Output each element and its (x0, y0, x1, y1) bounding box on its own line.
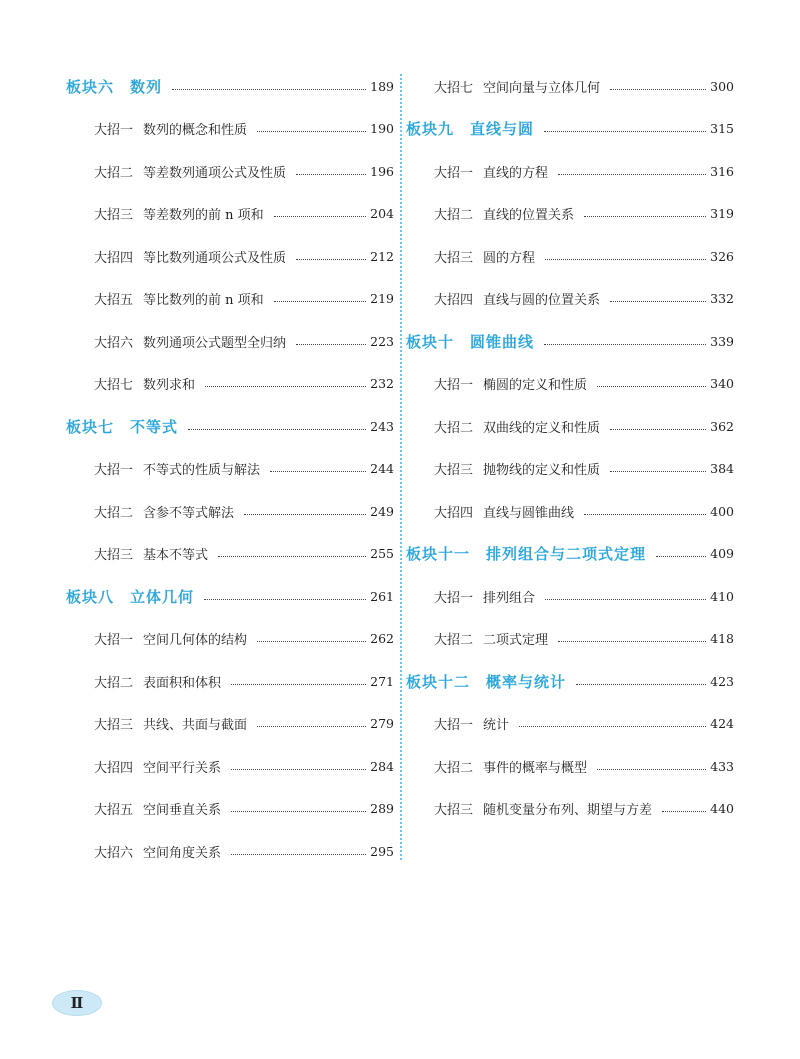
entry-page-number: 409 (710, 546, 734, 561)
entry-page-number: 212 (370, 248, 394, 264)
toc-chapter-entry[interactable] (66, 543, 394, 565)
toc-section-entry[interactable] (406, 118, 734, 140)
dot-leader (544, 344, 706, 345)
toc-chapter-entry[interactable] (66, 118, 394, 140)
entry-label: 大招二 (94, 505, 134, 521)
dot-leader (558, 641, 706, 642)
entry-page-number: 440 (710, 801, 734, 816)
entry-page-number: 244 (370, 461, 394, 476)
entry-page-number: 249 (370, 503, 394, 519)
entry-title (434, 417, 600, 436)
entry-title (94, 502, 234, 521)
toc-chapter-entry[interactable] (66, 500, 394, 522)
entry-title (406, 331, 534, 352)
entry-title (94, 799, 221, 818)
toc-chapter-entry[interactable] (406, 373, 734, 395)
entry-page-number: 255 (370, 546, 394, 561)
dot-leader (231, 811, 366, 812)
entry-title (94, 842, 221, 861)
entry-title (94, 247, 286, 266)
toc-section-entry[interactable] (406, 543, 734, 565)
dot-leader (662, 811, 706, 812)
entry-page-number: 300 (710, 78, 734, 94)
entry-page-number: 433 (710, 758, 734, 774)
toc-chapter-entry[interactable] (66, 755, 394, 777)
entry-title (94, 544, 208, 563)
entry-label: 大招七 (94, 378, 134, 393)
page-number: Ⅱ (70, 994, 84, 1012)
entry-text: 等比数列通项公式及性质 (143, 250, 287, 266)
entry-title (94, 162, 286, 181)
entry-page-number: 196 (370, 163, 394, 179)
toc-section-entry[interactable] (406, 670, 734, 692)
entry-text: 不等式的性质与解法 (143, 463, 261, 478)
entry-label: 大招四 (434, 293, 474, 308)
entry-label: 板块十二 (406, 672, 471, 691)
entry-page-number: 339 (710, 333, 734, 349)
dot-leader (205, 386, 366, 387)
entry-title (94, 629, 247, 648)
entry-text: 空间几何体的结构 (143, 633, 248, 648)
entry-text: 双曲线的定义和性质 (483, 420, 601, 436)
dot-leader (274, 301, 366, 302)
entry-title (434, 757, 587, 776)
entry-label: 板块十 (406, 332, 455, 351)
entry-page-number: 204 (370, 206, 394, 221)
dot-leader (244, 514, 366, 515)
entry-title (434, 374, 587, 393)
entry-page-number: 423 (710, 673, 734, 689)
entry-title (66, 586, 194, 607)
entry-title (94, 332, 286, 351)
entry-page-number: 190 (370, 121, 394, 136)
dot-leader (584, 514, 706, 515)
entry-label: 大招三 (434, 803, 474, 818)
entry-title (66, 416, 178, 437)
entry-text: 事件的概率与概型 (483, 760, 588, 776)
entry-text: 排列组合与二项式定理 (486, 545, 647, 563)
toc-chapter-entry[interactable] (66, 798, 394, 820)
dot-leader (584, 216, 706, 217)
toc-chapter-entry[interactable] (406, 160, 734, 182)
entry-title (434, 714, 509, 733)
dot-leader (576, 684, 706, 685)
entry-title (434, 204, 574, 223)
dot-leader (257, 726, 366, 727)
entry-text: 概率与统计 (486, 672, 567, 691)
entry-label: 大招五 (94, 293, 134, 308)
dot-leader (545, 599, 706, 600)
entry-label: 大招六 (94, 335, 134, 351)
dot-leader (231, 769, 366, 770)
toc-section-entry[interactable] (66, 75, 394, 97)
entry-page-number: 295 (370, 843, 394, 859)
dot-leader (270, 471, 366, 472)
dot-leader (558, 174, 706, 175)
entry-label: 大招三 (94, 548, 134, 563)
dot-leader (218, 556, 366, 557)
entry-text: 空间角度关系 (143, 845, 222, 861)
entry-page-number: 262 (370, 631, 394, 646)
entry-page-number: 418 (710, 631, 734, 646)
entry-page-number: 340 (710, 376, 734, 391)
entry-label: 大招四 (434, 505, 474, 521)
entry-page-number: 362 (710, 418, 734, 434)
toc-chapter-entry[interactable] (406, 798, 734, 820)
entry-label: 大招二 (434, 760, 474, 776)
entry-text: 立体几何 (130, 587, 195, 606)
dot-leader (544, 131, 706, 132)
entry-page-number: 289 (370, 801, 394, 816)
entry-text: 空间向量与立体几何 (483, 80, 601, 96)
dot-leader (274, 216, 366, 217)
entry-text: 直线与圆 (470, 120, 535, 138)
dot-leader (519, 726, 706, 727)
toc-chapter-entry[interactable] (66, 373, 394, 395)
entry-page-number: 315 (710, 121, 734, 136)
entry-text: 数列通项公式题型全归纳 (143, 335, 287, 351)
entry-page-number: 424 (710, 716, 734, 731)
dot-leader (597, 769, 706, 770)
entry-page-number: 400 (710, 503, 734, 519)
toc-chapter-entry[interactable] (66, 160, 394, 182)
entry-title (434, 162, 548, 181)
entry-title (94, 459, 260, 478)
entry-page-number: 410 (710, 588, 734, 604)
entry-page-number: 232 (370, 376, 394, 391)
entry-label: 大招四 (94, 760, 134, 776)
entry-text: 直线的方程 (483, 165, 549, 181)
entry-title (434, 459, 600, 478)
toc-chapter-entry[interactable] (66, 203, 394, 225)
entry-page-number: 279 (370, 716, 394, 731)
entry-text: 椭圆的定义和性质 (483, 378, 588, 393)
entry-title (94, 289, 264, 308)
entry-label: 大招一 (434, 718, 474, 733)
entry-text: 抛物线的定义和性质 (483, 463, 601, 478)
dot-leader (172, 89, 366, 90)
entry-title (434, 587, 535, 606)
entry-text: 圆的方程 (483, 250, 536, 266)
toc-chapter-entry[interactable] (406, 203, 734, 225)
entry-text: 统计 (483, 718, 510, 733)
entry-page-number: 384 (710, 461, 734, 476)
entry-label: 大招三 (94, 718, 134, 733)
entry-label: 板块六 (66, 77, 115, 96)
toc-chapter-entry[interactable] (406, 713, 734, 735)
entry-label: 板块八 (66, 587, 115, 606)
entry-label: 大招一 (94, 123, 134, 138)
column-divider (400, 74, 402, 860)
entry-label: 大招二 (94, 165, 134, 181)
entry-label: 大招一 (434, 378, 474, 393)
entry-label: 大招七 (434, 80, 474, 96)
entry-text: 等差数列的前 n 项和 (143, 208, 264, 223)
entry-label: 大招一 (434, 590, 474, 606)
entry-label: 板块七 (66, 417, 115, 436)
entry-title (94, 374, 195, 393)
dot-leader (610, 471, 706, 472)
entry-text: 二项式定理 (483, 633, 549, 648)
toc-chapter-entry[interactable] (66, 288, 394, 310)
entry-label: 大招三 (94, 208, 134, 223)
entry-title (434, 247, 535, 266)
entry-label: 大招六 (94, 845, 134, 861)
entry-text: 圆锥曲线 (470, 332, 535, 351)
toc-section-entry[interactable] (66, 415, 394, 437)
entry-page-number: 326 (710, 248, 734, 264)
dot-leader (231, 854, 366, 855)
entry-page-number: 271 (370, 673, 394, 689)
entry-page-number: 243 (370, 418, 394, 434)
entry-text: 直线的位置关系 (483, 208, 575, 223)
toc-section-entry[interactable] (406, 330, 734, 352)
dot-leader (188, 429, 366, 430)
entry-text: 含参不等式解法 (143, 505, 235, 521)
entry-label: 大招二 (94, 675, 134, 691)
entry-page-number: 316 (710, 163, 734, 179)
entry-label: 大招三 (434, 463, 474, 478)
entry-text: 空间平行关系 (143, 760, 222, 776)
entry-label: 大招一 (434, 165, 474, 181)
entry-text: 基本不等式 (143, 548, 209, 563)
toc-chapter-entry[interactable] (406, 288, 734, 310)
toc-chapter-entry[interactable] (406, 585, 734, 607)
toc-chapter-entry[interactable] (406, 458, 734, 480)
dot-leader (597, 386, 706, 387)
toc-chapter-entry[interactable] (66, 245, 394, 267)
entry-label: 大招三 (434, 250, 474, 266)
dot-leader (610, 89, 706, 90)
entry-text: 数列 (130, 77, 163, 96)
entry-text: 等差数列通项公式及性质 (143, 165, 287, 181)
toc-chapter-entry[interactable] (66, 713, 394, 735)
entry-title (94, 757, 221, 776)
entry-label: 大招二 (434, 420, 474, 436)
entry-text: 数列的概念和性质 (143, 123, 248, 138)
entry-label: 板块九 (406, 120, 455, 138)
toc-chapter-entry[interactable] (406, 415, 734, 437)
entry-page-number: 223 (370, 333, 394, 349)
entry-text: 等比数列的前 n 项和 (143, 293, 264, 308)
entry-page-number: 261 (370, 588, 394, 604)
entry-title (66, 76, 162, 97)
entry-text: 表面积和体积 (143, 675, 222, 691)
toc-chapter-entry[interactable] (406, 755, 734, 777)
dot-leader (296, 344, 366, 345)
toc-chapter-entry[interactable] (406, 75, 734, 97)
dot-leader (296, 174, 366, 175)
entry-text: 直线与圆的位置关系 (483, 293, 601, 308)
entry-page-number: 284 (370, 758, 394, 774)
entry-page-number: 189 (370, 78, 394, 94)
entry-title (434, 502, 574, 521)
entry-title (94, 714, 247, 733)
entry-title (94, 204, 264, 223)
toc-chapter-entry[interactable] (66, 840, 394, 862)
dot-leader (231, 684, 366, 685)
entry-title (434, 77, 600, 96)
entry-text: 排列组合 (483, 590, 536, 606)
entry-text: 直线与圆锥曲线 (483, 505, 575, 521)
entry-title (94, 672, 221, 691)
entry-title (94, 119, 247, 138)
entry-text: 不等式 (130, 417, 179, 436)
entry-label: 板块十一 (406, 545, 471, 563)
dot-leader (257, 131, 366, 132)
toc-chapter-entry[interactable] (66, 628, 394, 650)
entry-label: 大招一 (94, 633, 134, 648)
entry-label: 大招五 (94, 803, 134, 818)
page-number-badge (52, 990, 102, 1016)
dot-leader (545, 259, 706, 260)
toc-chapter-entry[interactable] (66, 330, 394, 352)
entry-title (406, 543, 646, 564)
toc-section-entry[interactable] (66, 585, 394, 607)
entry-label: 大招一 (94, 463, 134, 478)
dot-leader (610, 429, 706, 430)
toc-chapter-entry[interactable] (406, 245, 734, 267)
entry-title (434, 799, 652, 818)
dot-leader (610, 301, 706, 302)
entry-text: 共线、共面与截面 (143, 718, 248, 733)
entry-title (406, 118, 534, 139)
entry-text: 空间垂直关系 (143, 803, 222, 818)
toc-chapter-entry[interactable] (66, 670, 394, 692)
toc-chapter-entry[interactable] (406, 500, 734, 522)
entry-label: 大招四 (94, 250, 134, 266)
toc-chapter-entry[interactable] (66, 458, 394, 480)
entry-title (434, 629, 548, 648)
entry-page-number: 332 (710, 291, 734, 306)
dot-leader (204, 599, 366, 600)
dot-leader (257, 641, 366, 642)
dot-leader (656, 556, 706, 557)
entry-title (406, 671, 566, 692)
entry-label: 大招二 (434, 633, 474, 648)
entry-page-number: 319 (710, 206, 734, 221)
toc-chapter-entry[interactable] (406, 628, 734, 650)
entry-text: 随机变量分布列、期望与方差 (483, 803, 653, 818)
entry-text: 数列求和 (143, 378, 196, 393)
dot-leader (296, 259, 366, 260)
entry-label: 大招二 (434, 208, 474, 223)
entry-page-number: 219 (370, 291, 394, 306)
entry-title (434, 289, 600, 308)
